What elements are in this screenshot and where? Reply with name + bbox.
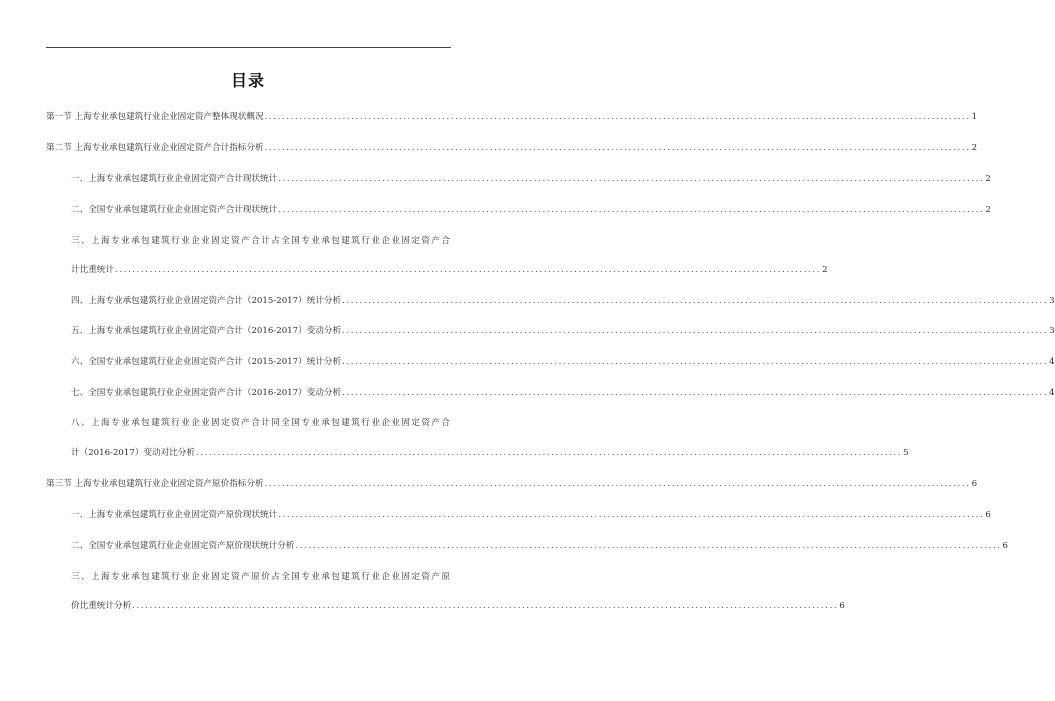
toc-leader-dots: ...................................................................................................................................................................	[114, 265, 822, 275]
toc-entry-2-7[interactable]	[71, 388, 1055, 399]
toc-page-number: 4	[1049, 388, 1055, 398]
toc-entry-3-1[interactable]	[71, 510, 991, 521]
toc-leader-dots: ...................................................................................................................................................................	[295, 541, 1002, 551]
toc-leader-dots: ...................................................................................................................................................................	[132, 601, 839, 611]
toc-entry-text: 五、上海专业承包建筑行业企业固定资产合计（2016-2017）变动分析	[71, 326, 342, 336]
toc-entry-text: 七、全国专业承包建筑行业企业固定资产合计（2016-2017）变动分析	[71, 388, 342, 398]
toc-page-number: 6	[971, 479, 978, 489]
toc-entry-text: 二、全国专业承包建筑行业企业固定资产合计现状统计	[71, 205, 278, 215]
toc-leader-dots: ...................................................................................................................................................................	[278, 205, 985, 215]
header-rule	[46, 47, 451, 48]
page-title: 目录	[230, 71, 265, 90]
toc-page-number: 2	[971, 143, 978, 153]
toc-entry-text: 一、上海专业承包建筑行业企业固定资产原价现状统计	[71, 510, 278, 520]
toc-page-number: 3	[1049, 326, 1055, 336]
toc-entry-2-4[interactable]	[71, 296, 1055, 307]
toc-entry-text: 第二节 上海专业承包建筑行业企业固定资产合计指标分析	[46, 143, 264, 153]
toc-entry-2-8[interactable]	[71, 448, 909, 459]
toc-page-number: 5	[903, 448, 909, 458]
toc-leader-dots: ...................................................................................................................................................................	[264, 143, 971, 153]
toc-entry-2-8-line1[interactable]: 八、上海专业承包建筑行业企业固定资产合计同全国专业承包建筑行业企业固定资产合	[71, 418, 450, 428]
toc-page-number: 3	[1049, 296, 1055, 306]
toc-leader-dots: ...................................................................................................................................................................	[342, 388, 1049, 398]
toc-entry-text: 价比重统计分析	[71, 601, 132, 611]
toc-entry-3-3-line1[interactable]: 三、上海专业承包建筑行业企业固定资产原价占全国专业承包建筑行业企业固定资产原	[71, 572, 450, 582]
toc-entry-2-1[interactable]	[71, 174, 991, 185]
toc-entry-text: 计（2016-2017）变动对比分析	[71, 448, 195, 458]
toc-entry-3-3[interactable]	[71, 601, 845, 612]
toc-entry-text: 计比重统计	[71, 265, 114, 275]
toc-entry-text: 第一节 上海专业承包建筑行业企业固定资产整体现状概况	[46, 112, 264, 122]
toc-leader-dots: ...................................................................................................................................................................	[342, 357, 1049, 367]
toc-entry-text: 六、全国专业承包建筑行业企业固定资产合计（2015-2017）统计分析	[71, 357, 342, 367]
toc-entry-text: 二、全国专业承包建筑行业企业固定资产原价现状统计分析	[71, 541, 295, 551]
toc-entry-text: 第三节 上海专业承包建筑行业企业固定资产原价指标分析	[46, 479, 264, 489]
toc-entry-2-2[interactable]	[71, 205, 991, 216]
toc-page-number: 2	[985, 205, 991, 215]
toc-leader-dots: ...................................................................................................................................................................	[196, 448, 903, 458]
toc-entry-2-6[interactable]	[71, 357, 1055, 368]
toc-entry-2-5[interactable]	[71, 326, 1055, 337]
toc-entry-text: 一、上海专业承包建筑行业企业固定资产合计现状统计	[71, 174, 278, 184]
toc-entry-section-3[interactable]	[46, 479, 978, 490]
toc-page-number: 6	[985, 510, 991, 520]
toc-entry-section-1[interactable]	[46, 112, 978, 123]
toc-entry-2-3[interactable]	[71, 265, 828, 276]
toc-page-number: 6	[1002, 541, 1008, 551]
toc-leader-dots: ...................................................................................................................................................................	[278, 174, 985, 184]
toc-entry-3-2[interactable]	[71, 541, 1008, 552]
toc-entry-section-2[interactable]	[46, 143, 978, 154]
toc-page-number: 2	[822, 265, 828, 275]
toc-entry-2-3-line1[interactable]: 三、上海专业承包建筑行业企业固定资产合计占全国专业承包建筑行业企业固定资产合	[71, 236, 450, 246]
toc-leader-dots: ...................................................................................................................................................................	[264, 479, 971, 489]
toc-page-number: 2	[985, 174, 991, 184]
toc-leader-dots: ...................................................................................................................................................................	[342, 326, 1049, 336]
toc-page-number: 4	[1049, 357, 1055, 367]
toc-leader-dots: ...................................................................................................................................................................	[264, 112, 971, 122]
toc-page-number: 6	[839, 601, 845, 611]
toc-entry-text: 四、上海专业承包建筑行业企业固定资产合计（2015-2017）统计分析	[71, 296, 342, 306]
toc-page-number: 1	[971, 112, 978, 122]
toc-leader-dots: ...................................................................................................................................................................	[278, 510, 985, 520]
toc-leader-dots: ...................................................................................................................................................................	[342, 296, 1049, 306]
